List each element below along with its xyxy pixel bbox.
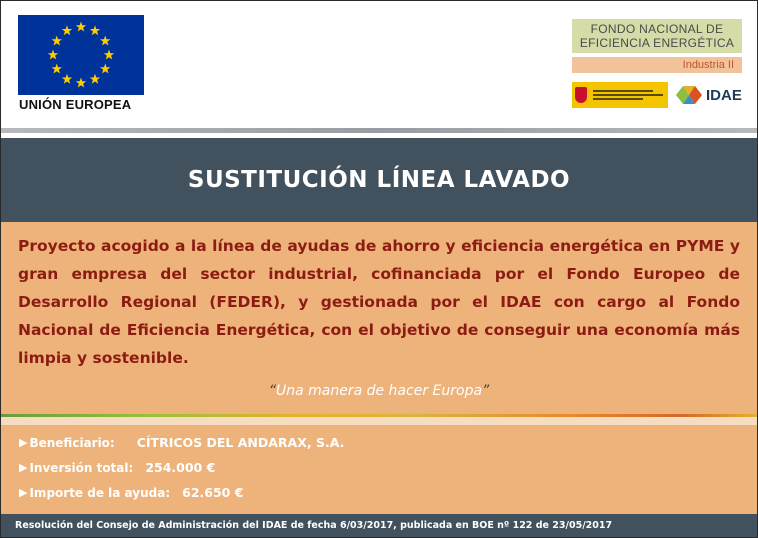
eu-logo [18,15,148,112]
investment-label: Inversión total: [29,460,134,475]
header-divider [1,128,757,133]
idae-mark-icon [674,82,704,108]
eu-star-icon [52,36,62,46]
eu-star-icon [76,22,86,32]
eu-star-icon [52,64,62,74]
fund-title-line2: EFICIENCIA ENERGÉTICA [579,36,735,50]
resolution-footer: Resolución del Consejo de Administración del IDAE de fecha 6/03/2017, publicada en BOE nº 122 de 23/05/2017 [1,514,757,537]
eu-flag-icon [18,15,144,95]
beneficiary-row [19,435,344,450]
eu-star-icon [62,74,72,84]
fund-logo [572,19,742,111]
title-bar [1,138,757,222]
eu-star-icon [100,36,110,46]
aid-row [19,485,243,500]
fund-title-line1: FONDO NACIONAL DE [590,22,724,36]
eu-star-icon [76,78,86,88]
eu-star-icon [100,64,110,74]
idae-logo [674,82,742,108]
beneficiary-value: CÍTRICOS DEL ANDARAX, S.A. [136,435,345,450]
aid-label: Importe de la ayuda: [29,485,171,500]
eu-star-icon [48,50,58,60]
fund-subtitle: Industria II [572,57,742,73]
eu-star-icon [104,50,114,60]
light-band [1,417,757,425]
eu-label: UNIÓN EUROPEA [19,97,132,112]
motto-text: Una manera de hacer Europa [275,383,483,399]
description-panel [1,222,757,415]
investment-row [19,460,215,475]
bullet-arrow-icon: ▶ [19,461,28,474]
project-description: Proyecto acogido a la línea de ayudas de ahorro y eficiencia energética en PYME y gran empresa del sector industrial, cofinanciada por el Fondo Europeo de Desarrollo Regional (FEDER), y gestionada por el IDAE con cargo al Fondo Nacional de Eficiencia Energética, con el objetivo de conseguir una economía más limpia y sostenible. [18,237,740,367]
bullet-arrow-icon: ▶ [19,486,28,499]
eu-star-icon [90,25,100,35]
beneficiary-label: Beneficiario: [29,435,115,450]
motto: “Una manera de hacer Europa” [268,383,490,399]
fund-title [572,19,742,53]
bullet-arrow-icon: ▶ [19,436,28,449]
idae-label: IDAE [706,86,742,104]
page-title: SUSTITUCIÓN LÍNEA LAVADO [187,167,571,193]
investment-value: 254.000 € [145,460,216,475]
eu-star-icon [62,25,72,35]
info-panel [1,425,757,514]
coat-of-arms-icon [575,87,587,103]
sponsor-logos [572,79,742,111]
eu-star-icon [90,74,100,84]
aid-value: 62.650 € [182,485,244,500]
government-logo-icon [572,82,668,108]
